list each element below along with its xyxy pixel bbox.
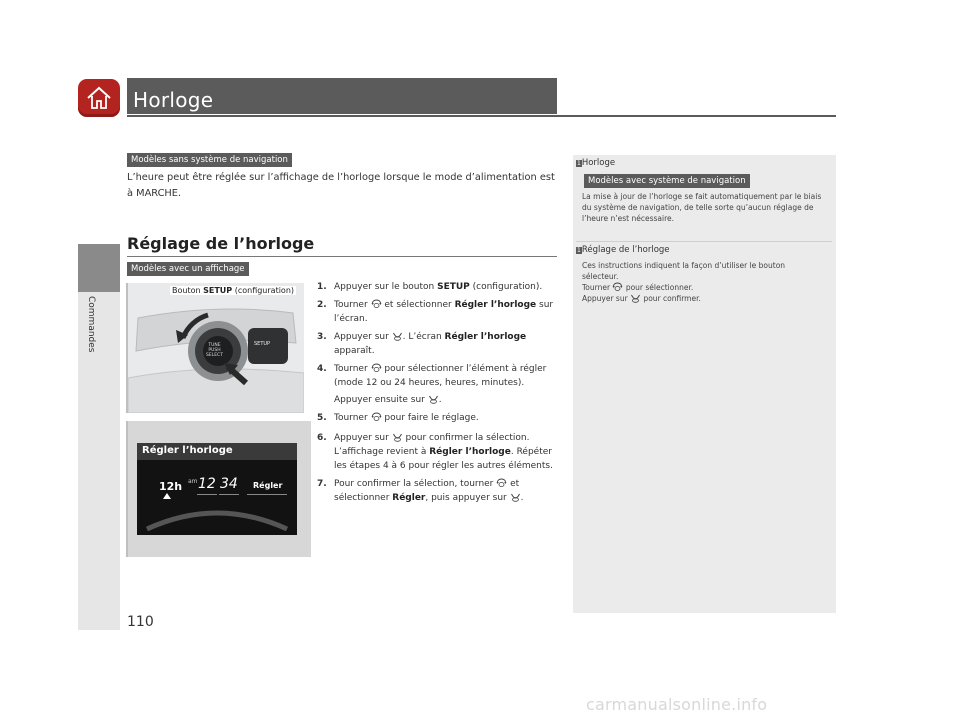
- step-number: 5.: [317, 413, 327, 423]
- note-text: Tourner: [582, 283, 613, 292]
- note-marker: 1: [577, 160, 581, 167]
- step-number: 3.: [317, 332, 327, 342]
- step-text: Appuyer ensuite sur: [334, 395, 428, 405]
- section-label: Commandes: [86, 296, 96, 353]
- step-bold: Régler l’horloge: [429, 447, 511, 457]
- note-text: Ces instructions indiquent la façon d’utiliser le bouton sélecteur.: [582, 261, 786, 281]
- note-title: Réglage de l’horloge: [581, 245, 670, 255]
- step-text: Appuyer sur le bouton: [334, 282, 438, 292]
- screen-display: [137, 443, 297, 535]
- step-text: , puis appuyer sur: [425, 493, 510, 503]
- press-knob-icon: [392, 331, 403, 341]
- step-2: [317, 298, 563, 326]
- note-text: pour confirmer.: [641, 294, 701, 303]
- watermark: carmanualsonline.info: [586, 695, 768, 714]
- note-text: Appuyer sur: [582, 294, 631, 303]
- section-divider: [127, 256, 557, 257]
- step-1: [317, 280, 563, 294]
- step-text: . L’écran: [402, 332, 445, 342]
- step-number: 6.: [317, 433, 327, 443]
- step-bold: Régler l’horloge: [444, 332, 527, 342]
- mode-12h[interactable]: 12h: [159, 480, 183, 493]
- rotate-knob-icon: [612, 282, 623, 292]
- note-divider: [576, 241, 832, 242]
- home-button[interactable]: [78, 79, 120, 117]
- hour-value[interactable]: 12: [198, 476, 216, 492]
- setup-key-label: SETUP: [254, 341, 271, 347]
- step-text: (configuration).: [469, 282, 543, 292]
- rotate-knob-icon: [496, 478, 507, 488]
- note-clock: [576, 158, 826, 224]
- step-text: pour sélectionner l’élément à régler (mode 12 ou 24 heures, heures, minutes).: [334, 364, 547, 388]
- step-text: Pour confirmer la sélection, tourner: [334, 479, 497, 489]
- step-text: . Répéter les étapes 4 à 6 pour régler les autres éléments.: [334, 447, 553, 471]
- step-7: [317, 477, 563, 505]
- screen-arc: [137, 501, 297, 531]
- step-text: .: [520, 493, 524, 503]
- rotate-knob-icon: [371, 299, 382, 309]
- side-band: [78, 292, 120, 630]
- step-text: sur l’écran.: [334, 300, 554, 324]
- note-clock-setting: [576, 245, 826, 304]
- page-title: Horloge: [133, 88, 214, 112]
- callout-bold: SETUP: [203, 286, 233, 295]
- tune-label: TUNE: [208, 343, 221, 348]
- mode-caret-icon: [163, 493, 171, 499]
- step-4: [317, 362, 563, 407]
- step-6: [317, 431, 563, 473]
- title-divider: [127, 115, 836, 117]
- note-text: pour sélectionner.: [623, 283, 694, 292]
- page-number: 110: [127, 614, 154, 630]
- step-bold: Régler: [392, 493, 426, 503]
- screen-title: Régler l’horloge: [142, 445, 233, 456]
- step-text: Tourner: [334, 413, 371, 423]
- select-label: SELECT: [206, 353, 223, 358]
- press-knob-icon: [510, 492, 521, 502]
- callout-prefix: Bouton: [172, 286, 201, 295]
- step-text: Appuyer sur: [334, 433, 392, 443]
- push-label: PUSH: [208, 348, 221, 353]
- note-marker: 1: [577, 247, 581, 254]
- badge-navigation: Modèles avec système de navigation: [584, 174, 750, 188]
- set-button[interactable]: Régler: [253, 481, 283, 490]
- step-bold: SETUP: [437, 282, 470, 292]
- setup-button-figure: [126, 283, 304, 413]
- step-number: 2.: [317, 300, 327, 310]
- step-text: pour confirmer la sélection. L’affichage revient à: [334, 433, 530, 457]
- step-text: et sélectionner: [381, 300, 455, 310]
- step-text: Tourner: [334, 364, 371, 374]
- note-text: La mise à jour de l’horloge se fait automatiquement par le biais du système de navigation, de telle sorte qu’aucun réglage de l’heure n’est nécessaire.: [582, 192, 822, 223]
- clock-screen-figure: [126, 421, 311, 557]
- badge-no-navigation: Modèles sans système de navigation: [127, 153, 292, 167]
- step-text: pour faire le réglage.: [381, 413, 479, 423]
- knob-label: [206, 343, 223, 358]
- step-bold: Régler l’horloge: [454, 300, 537, 310]
- step-text: Appuyer sur: [334, 332, 392, 342]
- press-knob-icon: [630, 293, 641, 303]
- press-knob-icon: [428, 394, 439, 404]
- step-number: 1.: [317, 282, 327, 292]
- notes-panel: [573, 155, 836, 613]
- side-tab[interactable]: [78, 244, 120, 292]
- minute-value[interactable]: 34: [220, 476, 238, 492]
- rotate-knob-icon: [371, 412, 382, 422]
- step-3: [317, 330, 563, 358]
- step-text: apparaît.: [334, 346, 375, 356]
- intro-text: L’heure peut être réglée sur l’affichage de l’horloge lorsque le mode d’alimentation est à MARCHE.: [127, 172, 555, 199]
- badge-display: Modèles avec un affichage: [127, 262, 249, 276]
- figure-callout: [170, 286, 296, 295]
- callout-suffix: (configuration): [234, 286, 295, 295]
- step-5: [317, 411, 563, 425]
- step-text: .: [438, 395, 442, 405]
- step-number: 4.: [317, 364, 327, 374]
- step-text: Tourner: [334, 300, 371, 310]
- note-title: Horloge: [581, 158, 616, 168]
- step-number: 7.: [317, 479, 327, 489]
- home-icon: [85, 84, 113, 112]
- instruction-steps: [317, 280, 563, 509]
- ampm-label: am: [188, 478, 198, 485]
- press-knob-icon: [392, 432, 403, 442]
- rotate-knob-icon: [371, 363, 382, 373]
- section-heading: Réglage de l’horloge: [127, 234, 315, 253]
- step-text: et sélectionner: [334, 479, 520, 503]
